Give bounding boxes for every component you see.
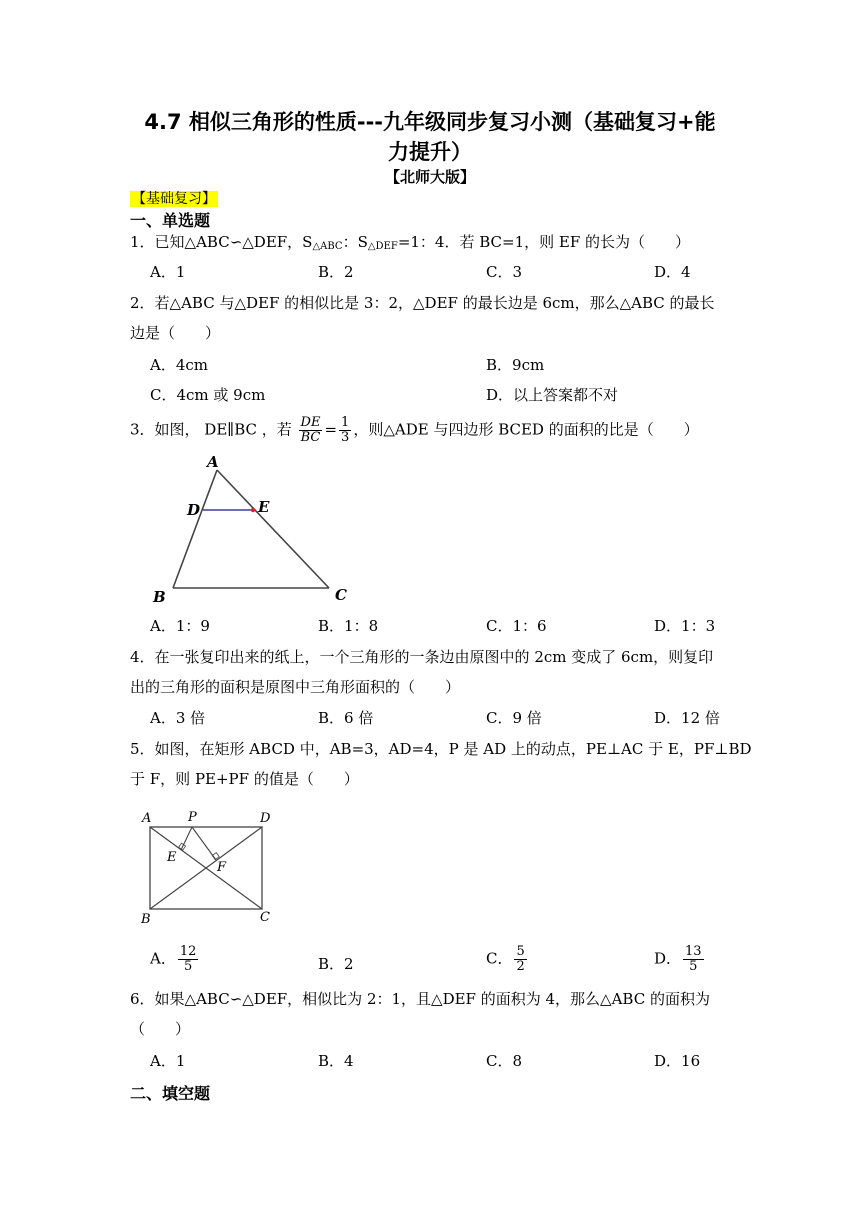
q2-option-a[interactable]: A．4cm [150, 356, 209, 374]
q1-option-a[interactable]: A．1 [150, 263, 186, 281]
fraction-denominator: BC [300, 430, 321, 445]
q6-option-c[interactable]: C．8 [486, 1052, 523, 1070]
q3-fraction-de-bc [299, 416, 323, 445]
q1-subscript-def: △DEF [367, 241, 398, 252]
q3-option-c[interactable]: C．1：6 [486, 617, 547, 635]
fraction-numerator: 5 [516, 944, 525, 959]
segment-pe [181, 827, 192, 850]
q2-option-b[interactable]: B．9cm [486, 356, 545, 374]
question-3 [130, 416, 699, 445]
label-b: B [141, 912, 151, 927]
fraction-denominator: 2 [516, 959, 525, 974]
q6-option-d[interactable]: D．16 [654, 1052, 701, 1070]
label-d: D [260, 811, 271, 826]
q2-option-d[interactable]: D．以上答案都不对 [486, 386, 619, 404]
q6-option-b[interactable]: B．4 [318, 1052, 354, 1070]
triangle-figure [145, 448, 365, 608]
q1-text: 1．已知△ABC∽△DEF，S [130, 233, 313, 251]
fraction-numerator: 13 [685, 944, 702, 959]
fraction-denominator: 3 [341, 430, 350, 445]
q1-option-b[interactable]: B．2 [318, 263, 354, 281]
question-2-line1: 2．若△ABC 与△DEF 的相似比是 3：2，△DEF 的最长边是 6cm，那么△ABC 的最长 [130, 294, 715, 312]
q4-option-c[interactable]: C．9 倍 [486, 709, 542, 727]
label-p: P [188, 810, 197, 825]
q4-option-b[interactable]: B．6 倍 [318, 709, 374, 727]
question-6-line1: 6．如果△ABC∽△DEF，相似比为 2：1，且△DEF 的面积为 4，那么△ABC 的面积为 [130, 990, 710, 1008]
fraction [683, 945, 704, 974]
edition-label: 【北师大版】 [384, 168, 475, 186]
q4-option-d[interactable]: D．12 倍 [654, 709, 720, 727]
label-a: A [207, 453, 219, 471]
q2-option-c[interactable]: C．4cm 或 9cm [150, 386, 266, 404]
q3-text: ，则△ADE 与四边形 BCED 的面积的比是（ ） [353, 420, 699, 439]
q6-option-a[interactable]: A．1 [150, 1052, 186, 1070]
label-c: C [260, 910, 270, 925]
fraction-numerator: 1 [341, 415, 350, 430]
fraction-denominator: 5 [183, 959, 193, 974]
q1-option-c[interactable]: C．3 [486, 263, 523, 281]
line-ac [217, 470, 329, 588]
q3-option-a[interactable]: A．1：9 [150, 617, 210, 635]
fraction [514, 945, 526, 974]
option-value: 2 [344, 955, 354, 973]
option-prefix: C． [486, 949, 513, 968]
question-5-line1: 5．如图，在矩形 ABCD 中，AB=3，AD=4，P 是 AD 上的动点，PE⊥AC 于 E，PF⊥BD [130, 740, 752, 758]
q3-option-b[interactable]: B．1：8 [318, 617, 379, 635]
question-1 [130, 231, 690, 252]
option-prefix: D． [654, 949, 682, 968]
q4-option-a[interactable]: A．3 倍 [150, 709, 206, 727]
question-5-line2: 于 F，则 PE+PF 的值是（ ） [130, 770, 359, 788]
label-c: C [335, 586, 347, 604]
q1-subscript-abc: △ABC [312, 241, 343, 252]
section-single-choice: 一、单选题 [130, 211, 211, 230]
fraction-numerator: DE [300, 415, 321, 430]
q1-text: ：S [342, 233, 368, 251]
label-d: D [187, 501, 201, 519]
option-prefix: B． [318, 955, 345, 973]
q1-option-d[interactable]: D．4 [654, 263, 691, 281]
equals-sign: = [324, 420, 338, 439]
page-title-continued: 力提升） [388, 140, 472, 164]
label-e: E [167, 850, 177, 865]
point-e-marker [251, 508, 255, 512]
fraction-numerator: 12 [179, 944, 197, 959]
q3-text: 3．如图， DE∥BC ，若 [130, 420, 297, 439]
line-ab [173, 470, 217, 588]
q5-option-d[interactable] [654, 945, 706, 974]
option-prefix: A． [150, 949, 176, 968]
basic-review-tag [130, 188, 218, 208]
label-a: A [142, 811, 152, 826]
fraction-denominator: 5 [689, 959, 698, 974]
fraction [178, 945, 199, 974]
q3-fraction-value [339, 416, 351, 445]
label-f: F [217, 860, 227, 875]
label-b: B [153, 588, 166, 606]
highlight-tag: 【基础复习】 [132, 191, 216, 207]
q5-option-a[interactable] [150, 945, 200, 974]
q5-option-b[interactable] [318, 953, 354, 974]
rectangle-figure [135, 805, 285, 930]
question-4-line2: 出的三角形的面积是原图中三角形面积的（ ） [130, 678, 461, 696]
question-4-line1: 4．在一张复印出来的纸上，一个三角形的一条边由原图中的 2cm 变成了 6cm，则复印 [130, 648, 714, 666]
question-6-line2: （ ） [130, 1020, 191, 1038]
q5-option-c[interactable] [486, 945, 529, 974]
q3-option-d[interactable]: D．1：3 [654, 617, 716, 635]
label-e: E [258, 498, 270, 516]
q1-text: =1：4．若 BC=1，则 EF 的长为（ ） [397, 233, 691, 251]
question-2-line2: 边是（ ） [130, 324, 221, 342]
section-fill-blank: 二、填空题 [130, 1084, 211, 1103]
page-title: 4.7 相似三角形的性质---九年级同步复习小测（基础复习+能 [144, 110, 716, 134]
